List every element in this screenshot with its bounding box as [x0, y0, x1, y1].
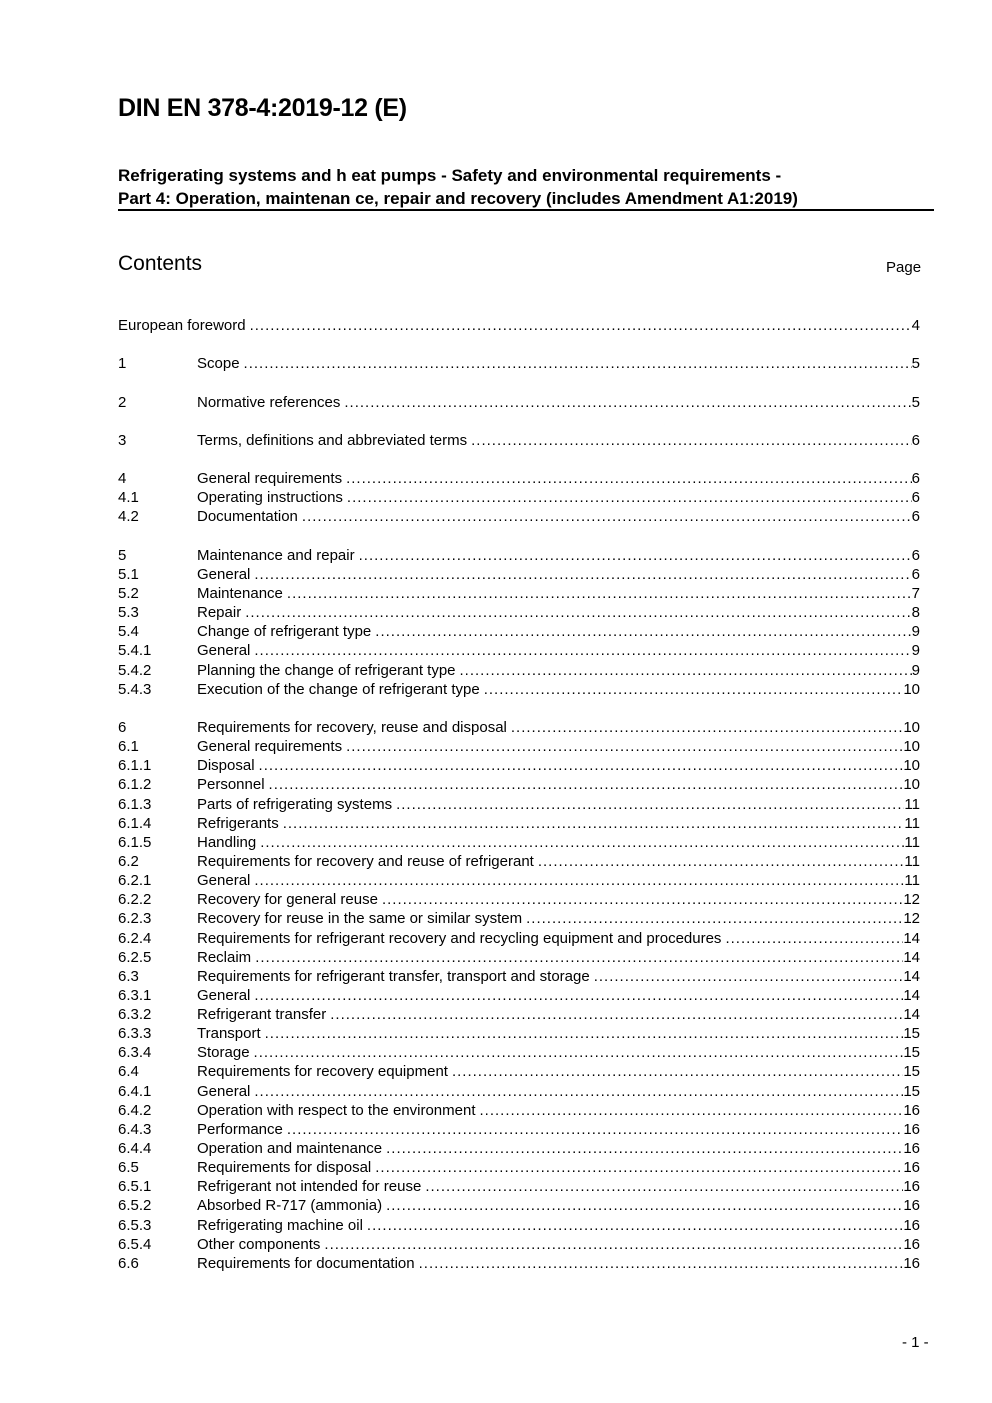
toc-dot-leader	[260, 833, 904, 852]
toc-entry[interactable]	[118, 852, 920, 871]
toc-entry[interactable]	[118, 775, 920, 794]
toc-entry-page: 6	[911, 565, 920, 583]
toc-entry-title: Refrigerants	[197, 814, 279, 832]
toc-entry-page: 6	[911, 431, 920, 449]
toc-entry-number: 3	[118, 431, 127, 449]
toc-entry-page: 10	[903, 738, 920, 756]
toc-dot-leader	[511, 718, 903, 737]
toc-dot-leader	[386, 1139, 903, 1158]
toc-entry-number: 5.1	[118, 565, 139, 583]
toc-entry-page: 6	[911, 489, 920, 507]
toc-entry[interactable]	[118, 565, 920, 584]
toc-dot-leader	[287, 1120, 903, 1139]
toc-dot-leader	[526, 909, 903, 928]
toc-entry[interactable]	[118, 431, 920, 450]
toc-entry-number: 6.2.1	[118, 872, 152, 890]
toc-entry-title: Documentation	[197, 508, 298, 526]
toc-entry[interactable]	[118, 469, 920, 488]
toc-entry-title: General requirements	[197, 738, 343, 756]
toc-dot-leader	[419, 1254, 904, 1273]
toc-dot-leader	[254, 986, 903, 1005]
toc-entry-title: Change of refrigerant type	[197, 623, 372, 641]
toc-entry-page: 10	[903, 757, 920, 775]
toc-dot-leader	[375, 622, 911, 641]
toc-entry[interactable]	[118, 1158, 920, 1177]
toc-entry-page: 16	[903, 1120, 920, 1138]
toc-entry[interactable]	[118, 661, 920, 680]
document-id: DIN EN 378-4:2019-12 (E)	[118, 94, 407, 122]
toc-entry-number: 6.5.1	[118, 1178, 152, 1196]
toc-entry-number: 6.5.4	[118, 1235, 152, 1253]
toc-entry-title: Requirements for recovery, reuse and disposal	[197, 718, 507, 736]
toc-entry[interactable]	[118, 795, 920, 814]
toc-entry[interactable]	[118, 1216, 920, 1235]
toc-dot-leader	[324, 1235, 903, 1254]
toc-entry-title: Operation with respect to the environment	[197, 1101, 476, 1119]
toc-entry-page: 9	[911, 661, 920, 679]
toc-entry-number: 6.1.4	[118, 814, 152, 832]
toc-entry[interactable]	[118, 680, 920, 699]
toc-entry-number: 2	[118, 393, 127, 411]
toc-entry-page: 14	[903, 986, 920, 1004]
toc-entry-title: Repair	[197, 604, 242, 622]
toc-dot-leader	[283, 814, 905, 833]
toc-dot-leader	[254, 871, 904, 890]
toc-dot-leader	[265, 1024, 904, 1043]
toc-entry[interactable]	[118, 1254, 920, 1273]
toc-dot-leader	[382, 890, 903, 909]
contents-heading: Contents	[118, 252, 203, 275]
toc-entry-number: 6.3.4	[118, 1044, 152, 1062]
toc-dot-leader	[386, 1196, 903, 1215]
toc-entry-page: 15	[903, 1044, 920, 1062]
toc-dot-leader	[367, 1216, 903, 1235]
toc-entry[interactable]	[118, 1024, 920, 1043]
toc-entry[interactable]	[118, 393, 920, 412]
toc-entry[interactable]	[118, 316, 920, 335]
toc-dot-leader	[346, 737, 903, 756]
toc-entry[interactable]	[118, 354, 920, 373]
toc-entry-number: 4	[118, 470, 127, 488]
toc-dot-leader	[244, 354, 912, 373]
toc-entry-page: 14	[903, 967, 920, 985]
toc-entry-page: 9	[911, 642, 920, 660]
page-number: - 1 -	[902, 1334, 929, 1351]
toc-entry-title: Disposal	[197, 757, 255, 775]
toc-entry-title: Refrigerant transfer	[197, 1006, 327, 1024]
toc-entry[interactable]	[118, 833, 920, 852]
toc-entry-title: General	[197, 565, 251, 583]
toc-entry-title: Requirements for recovery equipment	[197, 1063, 448, 1081]
toc-entry[interactable]	[118, 871, 920, 890]
toc-entry-title: General	[197, 1082, 251, 1100]
toc-dot-leader	[302, 507, 912, 526]
toc-entry-title: Storage	[197, 1044, 250, 1062]
toc-entry[interactable]	[118, 546, 920, 565]
toc-entry-title: General	[197, 986, 251, 1004]
toc-entry[interactable]	[118, 814, 920, 833]
toc-entry-number: 6.5	[118, 1159, 139, 1177]
toc-entry-page: 16	[903, 1159, 920, 1177]
toc-entry-number: 5.4	[118, 623, 139, 641]
toc-entry[interactable]	[118, 890, 920, 909]
toc-dot-leader	[254, 641, 911, 660]
toc-dot-leader	[347, 488, 912, 507]
subtitle-line-2: Part 4: Operation, maintenan ce, repair and recovery (includes Amendment A1:2019)	[118, 189, 798, 208]
title-underline	[118, 209, 934, 211]
toc-entry[interactable]	[118, 1005, 920, 1024]
toc-entry-title: Terms, definitions and abbreviated terms	[197, 431, 468, 449]
toc-entry[interactable]	[118, 1196, 920, 1215]
toc-entry[interactable]	[118, 986, 920, 1005]
toc-entry-title: Requirements for recovery and reuse of refrigerant	[197, 852, 534, 870]
toc-dot-leader	[396, 795, 904, 814]
toc-entry-page: 6	[911, 508, 920, 526]
toc-entry-page: 11	[904, 872, 920, 890]
toc-entry-title: Maintenance and repair	[197, 546, 355, 564]
toc-entry-page: 10	[903, 718, 920, 736]
toc-entry-number: 5.4.1	[118, 642, 152, 660]
toc-entry[interactable]	[118, 1101, 920, 1120]
toc-entry-page: 7	[911, 584, 920, 602]
toc-entry-title: General	[197, 642, 251, 660]
toc-entry-number: 6.4.4	[118, 1140, 152, 1158]
toc-entry[interactable]	[118, 909, 920, 928]
toc-entry-number: 6.5.2	[118, 1197, 152, 1215]
toc-dot-leader	[594, 967, 904, 986]
toc-entry-page: 9	[911, 623, 920, 641]
toc-entry[interactable]	[118, 737, 920, 756]
toc-entry-number: 5.4.2	[118, 661, 152, 679]
toc-dot-leader	[250, 316, 912, 335]
toc-entry-number: 4.1	[118, 489, 139, 507]
toc-entry-page: 5	[911, 355, 920, 373]
toc-entry[interactable]	[118, 488, 920, 507]
toc-dot-leader	[330, 1005, 903, 1024]
toc-entry-number: 6	[118, 718, 127, 736]
toc-entry-page: 12	[903, 910, 920, 928]
toc-entry-page: 15	[903, 1025, 920, 1043]
toc-dot-leader	[259, 756, 904, 775]
toc-entry[interactable]	[118, 929, 920, 948]
toc-entry-title: Execution of the change of refrigerant type	[197, 680, 480, 698]
toc-entry-number: 1	[118, 355, 127, 373]
toc-entry-page: 16	[903, 1101, 920, 1119]
toc-entry-title: Operation and maintenance	[197, 1140, 383, 1158]
toc-entry-number: 6.6	[118, 1254, 139, 1272]
toc-entry-number: 6.1	[118, 738, 139, 756]
toc-entry-number: 6.4.1	[118, 1082, 152, 1100]
toc-dot-leader	[425, 1177, 903, 1196]
toc-entry-page: 16	[903, 1197, 920, 1215]
toc-entry-page: 11	[904, 814, 920, 832]
toc-entry[interactable]	[118, 603, 920, 622]
toc-entry-title: Other components	[197, 1235, 321, 1253]
toc-entry-page: 6	[911, 546, 920, 564]
toc-dot-leader	[471, 431, 912, 450]
toc-entry-title: Recovery for general reuse	[197, 891, 378, 909]
toc-entry-title: Requirements for refrigerant recovery and recycling equipment and procedures	[197, 929, 722, 947]
toc-entry-title: Operating instructions	[197, 489, 343, 507]
toc-entry-title: Requirements for disposal	[197, 1159, 372, 1177]
toc-entry[interactable]	[118, 1043, 920, 1062]
toc-entry[interactable]	[118, 1235, 920, 1254]
toc-entry-title: Normative references	[197, 393, 341, 411]
toc-entry-number: 5	[118, 546, 127, 564]
toc-entry-number: 6.4.2	[118, 1101, 152, 1119]
toc-entry-number: 6.2	[118, 852, 139, 870]
toc-entry-title: Performance	[197, 1120, 283, 1138]
toc-entry-number: 5.3	[118, 604, 139, 622]
toc-entry[interactable]	[118, 1082, 920, 1101]
toc-entry[interactable]	[118, 1062, 920, 1081]
toc-entry[interactable]	[118, 756, 920, 775]
toc-entry-number: 6.2.4	[118, 929, 152, 947]
toc-entry-number: 6.5.3	[118, 1216, 152, 1234]
toc-entry-page: 14	[903, 948, 920, 966]
toc-entry[interactable]	[118, 622, 920, 641]
toc-entry-number: 6.4	[118, 1063, 139, 1081]
toc-entry[interactable]	[118, 584, 920, 603]
toc-entry-title: European foreword	[118, 317, 246, 334]
toc-entry-page: 8	[911, 604, 920, 622]
toc-entry-page: 15	[903, 1082, 920, 1100]
toc-entry-page: 10	[903, 680, 920, 698]
toc-dot-leader	[346, 469, 912, 488]
toc-entry-title: Requirements for documentation	[197, 1254, 415, 1272]
toc-entry-number: 6.2.3	[118, 910, 152, 928]
toc-entry-page: 16	[903, 1254, 920, 1272]
toc-entry-page: 16	[903, 1216, 920, 1234]
toc-dot-leader	[254, 1082, 903, 1101]
toc-entry-page: 11	[904, 852, 920, 870]
toc-entry-page: 14	[903, 929, 920, 947]
toc-dot-leader	[254, 1043, 904, 1062]
toc-entry-page: 10	[903, 776, 920, 794]
page-column-heading: Page	[886, 259, 922, 276]
toc-entry[interactable]	[118, 718, 920, 737]
subtitle-line-1: Refrigerating systems and h eat pumps - Safety and environmental requirements -	[118, 166, 782, 185]
toc-entry-title: Refrigerating machine oil	[197, 1216, 363, 1234]
toc-dot-leader	[344, 393, 911, 412]
toc-entry-page: 16	[903, 1235, 920, 1253]
toc-entry-title: Planning the change of refrigerant type	[197, 661, 456, 679]
toc-entry-number: 6.1.1	[118, 757, 152, 775]
toc-dot-leader	[287, 584, 912, 603]
toc-entry-number: 5.4.3	[118, 680, 152, 698]
toc-entry-title: Requirements for refrigerant transfer, transport and storage	[197, 967, 590, 985]
toc-entry[interactable]	[118, 1139, 920, 1158]
toc-entry-number: 6.2.2	[118, 891, 152, 909]
toc-entry-title: Personnel	[197, 776, 265, 794]
toc-entry-title: Refrigerant not intended for reuse	[197, 1178, 422, 1196]
toc-dot-leader	[538, 852, 905, 871]
toc-dot-leader	[460, 661, 912, 680]
toc-dot-leader	[375, 1158, 903, 1177]
toc-entry-title: Handling	[197, 833, 257, 851]
toc-entry-page: 16	[903, 1178, 920, 1196]
toc-dot-leader	[479, 1101, 903, 1120]
toc-entry[interactable]	[118, 507, 920, 526]
document-subtitle	[118, 164, 933, 210]
table-of-contents	[118, 316, 920, 1273]
toc-entry-number: 4.2	[118, 508, 139, 526]
toc-entry-page: 6	[911, 470, 920, 488]
toc-entry-number: 6.1.5	[118, 833, 152, 851]
toc-entry-page: 15	[903, 1063, 920, 1081]
toc-entry-number: 6.3.1	[118, 986, 152, 1004]
toc-entry-page: 11	[904, 795, 920, 813]
toc-dot-leader	[254, 565, 911, 584]
toc-entry-page: 16	[903, 1140, 920, 1158]
toc-entry-title: Transport	[197, 1025, 261, 1043]
toc-entry-page: 5	[911, 393, 920, 411]
toc-dot-leader	[255, 948, 903, 967]
toc-dot-leader	[359, 546, 912, 565]
toc-entry-title: Recovery for reuse in the same or similar system	[197, 910, 523, 928]
toc-entry-title: Reclaim	[197, 948, 252, 966]
toc-entry-page: 11	[904, 833, 920, 851]
toc-entry-title: Maintenance	[197, 584, 283, 602]
toc-entry[interactable]	[118, 948, 920, 967]
toc-dot-leader	[245, 603, 911, 622]
toc-entry-page: 12	[903, 891, 920, 909]
toc-entry-number: 6.3	[118, 967, 139, 985]
toc-dot-leader	[725, 929, 903, 948]
toc-dot-leader	[269, 775, 904, 794]
toc-entry-title: Absorbed R-717 (ammonia)	[197, 1197, 383, 1215]
toc-entry-number: 6.4.3	[118, 1120, 152, 1138]
toc-entry-page: 4	[911, 317, 920, 334]
toc-entry-number: 5.2	[118, 584, 139, 602]
toc-entry-number: 6.3.3	[118, 1025, 152, 1043]
toc-entry-title: Parts of refrigerating systems	[197, 795, 393, 813]
toc-entry-title: General requirements	[197, 470, 343, 488]
toc-entry-title: General	[197, 872, 251, 890]
toc-entry[interactable]	[118, 1120, 920, 1139]
toc-dot-leader	[484, 680, 904, 699]
toc-entry-number: 6.3.2	[118, 1006, 152, 1024]
toc-entry[interactable]	[118, 641, 920, 660]
toc-entry-number: 6.1.2	[118, 776, 152, 794]
toc-entry[interactable]	[118, 967, 920, 986]
toc-entry-title: Scope	[197, 355, 240, 373]
toc-entry[interactable]	[118, 1177, 920, 1196]
toc-entry-page: 14	[903, 1006, 920, 1024]
toc-entry-number: 6.1.3	[118, 795, 152, 813]
toc-dot-leader	[452, 1062, 903, 1081]
toc-entry-number: 6.2.5	[118, 948, 152, 966]
